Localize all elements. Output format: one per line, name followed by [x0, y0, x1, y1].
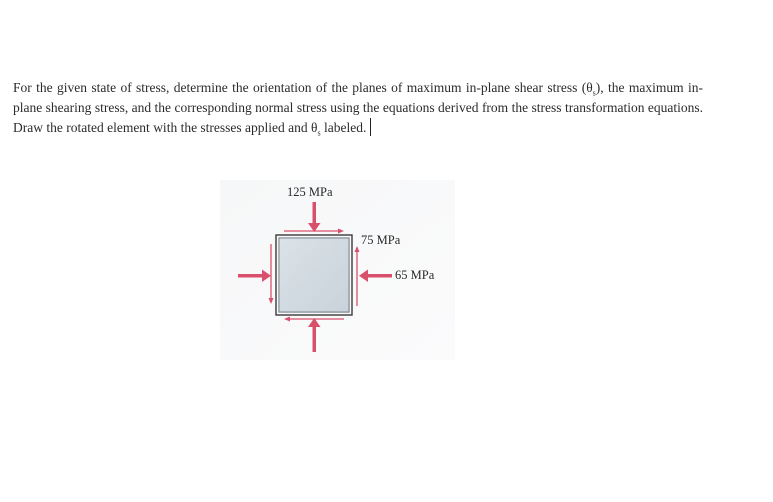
stress-element-svg [220, 180, 455, 360]
theta-subscript-2: s [317, 128, 321, 138]
text-cursor [370, 118, 371, 136]
problem-statement [13, 78, 703, 138]
normal-stress-x-label: 65 MPa [395, 268, 435, 282]
problem-text-part2: ), the maximum in-plane shearing stress, and the corresponding normal stress using the equations derived from the stress transformation equations. Draw the rotated element with the stresses applied and θ [13, 80, 703, 135]
shear-stress-label: 75 MPa [361, 233, 401, 247]
normal-stress-y-label: 125 MPa [287, 185, 333, 199]
stress-element-face [278, 237, 350, 313]
theta-subscript-1: s [592, 88, 596, 98]
stress-element-figure [220, 180, 455, 360]
problem-text-part1: For the given state of stress, determine the orientation of the planes of maximum in-plane shear stress (θ [13, 80, 593, 95]
problem-text-part3: labeled. [320, 120, 367, 135]
